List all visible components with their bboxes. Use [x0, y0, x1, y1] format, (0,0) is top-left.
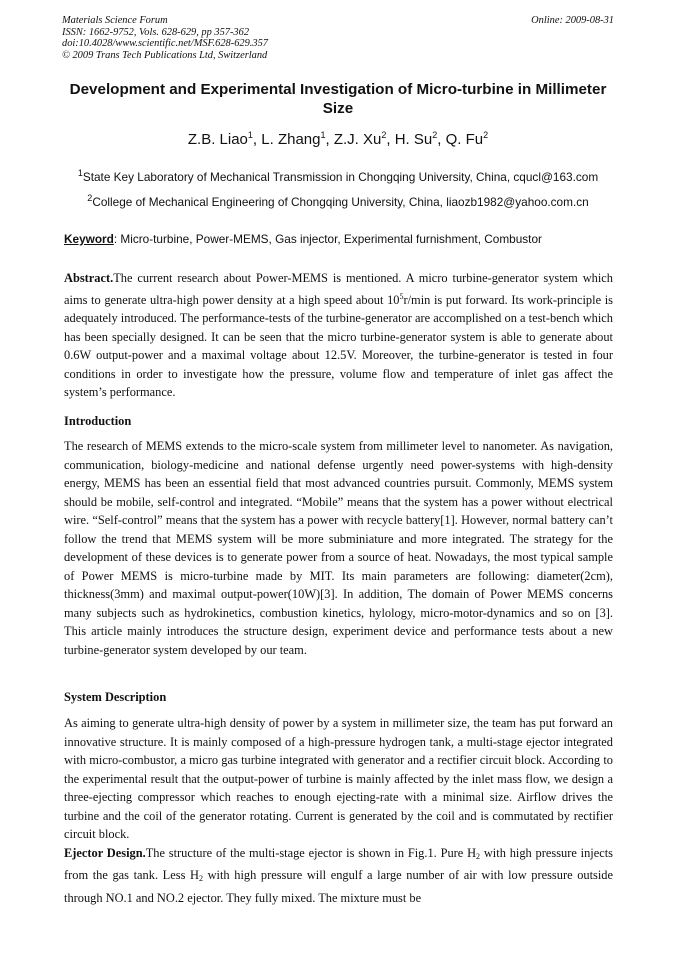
author-name: H. Su [394, 131, 433, 148]
journal-name: Materials Science Forum [62, 15, 168, 26]
keywords-label: Keyword [64, 232, 114, 246]
journal-header [62, 15, 268, 61]
ejector-design-label: Ejector Design. [64, 845, 146, 860]
author-name: Q. Fu [445, 131, 484, 148]
affiliation-1 [62, 168, 614, 184]
h2-subscript: 2 [198, 874, 203, 883]
introduction-paragraph: The research of MEMS extends to the micro-scale system from millimeter level to nanometer. As navigation, communication, biology-medicine and national defense urgently need power-systems with high-density energy, MEMS has been an essential field that most advanced countries pursuit. Commonly, MEMS system should be mobile, self-control and integrated. “Mobile” means that the system has a power without electrical wire. “Self-control” means that the system has a power with recycle battery[1]. However, normal battery can’t follow the trend that MEMS system will be more subminiature and more integrated. The strategy for the development of these devices is to generate power from a source of heat. Nowadays, the most typical sample of Power MEMS is micro-turbine made by MIT. Its main parameters are following: diameter(2cm), thickness(3mm) and maximal output-power(10W)[3]. In addition, The domain of Power MEMS concerns many subjects such as hydrokinetics, combustion kinetics, hylology, micro-motor-dynamics and so on [3]. This article mainly introduces the structure design, experiment device and performance tests about a new turbine-generator system developed by our team. [64, 439, 613, 657]
keywords [64, 232, 616, 246]
affiliation-text: College of Mechanical Engineering of Chongqing University, China, liaozb1982@yahoo.com.cn [92, 194, 589, 209]
abstract-text-a: The current research about Power-MEMS is mentioned. A micro turbine-generator system which aims to generate ultra-high power density at a high speed about 10 [64, 271, 613, 307]
paper-title: Development and Experimental Investigation of Micro-turbine in Millimeter Size [69, 81, 607, 117]
ejector-text-b: with high pressure injects from the gas tank. Less H [64, 845, 613, 882]
system-description-body [64, 714, 613, 907]
author-affiliation-mark: 2 [381, 130, 387, 140]
author-name: Z.J. Xu [333, 131, 382, 148]
affiliation-number: 1 [77, 168, 83, 178]
affiliation-text: State Key Laboratory of Mechanical Transmission in Chongqing University, China, cqucl@163.com [82, 169, 599, 184]
introduction-heading: Introduction [64, 414, 132, 428]
issn-line: ISSN: 1662-9752, Vols. 628-629, pp 357-362 [62, 26, 250, 38]
abstract-superscript: 5 [399, 291, 404, 301]
ejector-text-c: with high pressure will engulf a large number of air with low pressure outside through NO.1 and NO.2 ejector. They fully mixed. The mixture must be [64, 868, 613, 905]
ejector-text-a: The structure of the multi-stage ejector is shown in Fig.1. Pure H [145, 845, 477, 860]
ejector-design-paragraph [64, 844, 613, 908]
system-description-paragraph: As aiming to generate ultra-high density of power by a system in millimeter size, the team has put forward an innovative structure. It is mainly composed of a high-pressure hydrogen tank, a multi-stage ejector integrated with micro-combustor, a micro gas turbine integrated with generator and a rectifier circuit block. According to the experimental result that the output-power of turbine is mainly affected by the inlet mass flow, we design a three-ejecting compressor which reaches to enough ejecting-rate with a minimal size. Airflow drives the turbine and the coil of the generator rotating. Current is generated by the coil and is commutated by rectifier circuit block. [64, 716, 613, 841]
author-name: L. Zhang [261, 131, 321, 148]
abstract-text-b: r/min is put forward. Its work-principle is adequately introduced. The performance-tests of the turbine-generator are accomplished on a test-bench which has been specially designed. It can be seen that the micro turbine-generator system is able to generate about 0.6W output-power and a maximal voltage about 12.5V. Moreover, the turbine-generator is tested in four conditions in order to investigate how the pressure, volume flow and temperature of inlet gas affect the system’s performance. [64, 292, 613, 399]
copyright-line: © 2009 Trans Tech Publications Ltd, Switzerland [62, 49, 268, 61]
author-affiliation-mark: 2 [432, 130, 438, 140]
system-description-heading: System Description [64, 690, 167, 704]
abstract-paragraph [64, 269, 613, 402]
author-list: Z.B. Liao$^1$, L. Zhang$^1$, Z.J. Xu$^2$, H. Su$^2$, Q. Fu$^2$ [187, 130, 489, 148]
author-affiliation-mark: 1 [247, 130, 253, 140]
abstract-label: Abstract. [64, 271, 114, 285]
online-date: Online: 2009-08-31 [531, 15, 614, 26]
doi-line: doi:10.4028/www.scientific.net/MSF.628-629.357 [62, 38, 268, 50]
author-affiliation-mark: 1 [320, 130, 326, 140]
affiliation-number: 2 [87, 193, 93, 203]
author-affiliation-mark: 2 [483, 130, 489, 140]
affiliation-2 [62, 193, 614, 209]
author-name: Z.B. Liao [187, 131, 248, 148]
keywords-text: : Micro-turbine, Power-MEMS, Gas injector, Experimental furnishment, Combustor [113, 232, 542, 246]
h2-subscript: 2 [476, 851, 481, 861]
